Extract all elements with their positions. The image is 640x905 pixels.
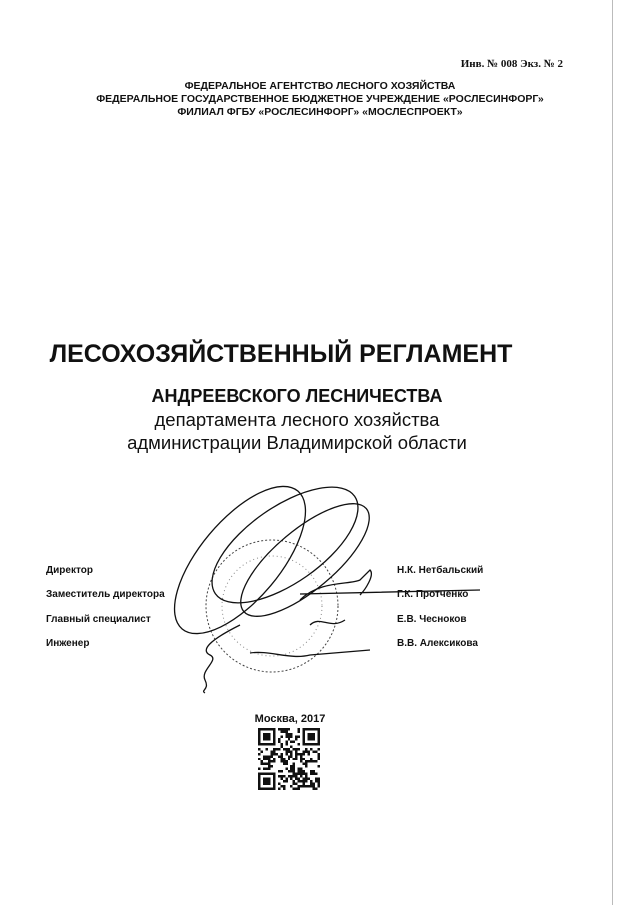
document-title: ЛЕСОХОЗЯЙСТВЕННЫЙ РЕГЛАМЕНТ — [49, 340, 513, 368]
role-deputy-director: Заместитель директора — [46, 589, 165, 600]
stamp-inner-ring — [222, 556, 322, 656]
inventory-mark: Инв. № 008 Экз. № 2 — [460, 58, 563, 70]
role-director: Директор — [46, 565, 93, 576]
name-engineer: В.В. Алексикова — [397, 638, 478, 649]
header-agency: ФЕДЕРАЛЬНОЕ АГЕНТСТВО ЛЕСНОГО ХОЗЯЙСТВА — [184, 80, 456, 92]
qr-code — [258, 728, 320, 790]
header-branch: ФИЛИАЛ ФГБУ «РОСЛЕСИНФОРГ» «МОСЛЕСПРОЕКТ» — [177, 106, 463, 118]
subtitle-department: департамента лесного хозяйства — [154, 409, 440, 430]
name-chief-specialist: Е.В. Чесноков — [397, 614, 467, 625]
role-chief-specialist: Главный специалист — [46, 614, 151, 625]
subtitle-forestry: АНДРЕЕВСКОГО ЛЕСНИЧЕСТВА — [151, 386, 443, 406]
signature-engineer — [204, 620, 370, 693]
city-year: Москва, 2017 — [254, 713, 326, 725]
stamp-outer-ring — [206, 540, 338, 672]
name-director: Н.К. Нетбальский — [397, 565, 484, 576]
header-institution: ФЕДЕРАЛЬНОЕ ГОСУДАРСТВЕННОЕ БЮДЖЕТНОЕ УЧРЕЖДЕНИЕ «РОСЛЕСИНФОРГ» — [96, 93, 544, 105]
name-deputy-director: Г.К. Протченко — [397, 589, 469, 600]
signature-director — [152, 465, 480, 655]
role-engineer: Инженер — [46, 638, 90, 649]
subtitle-administration: администрации Владимирской области — [127, 432, 467, 453]
